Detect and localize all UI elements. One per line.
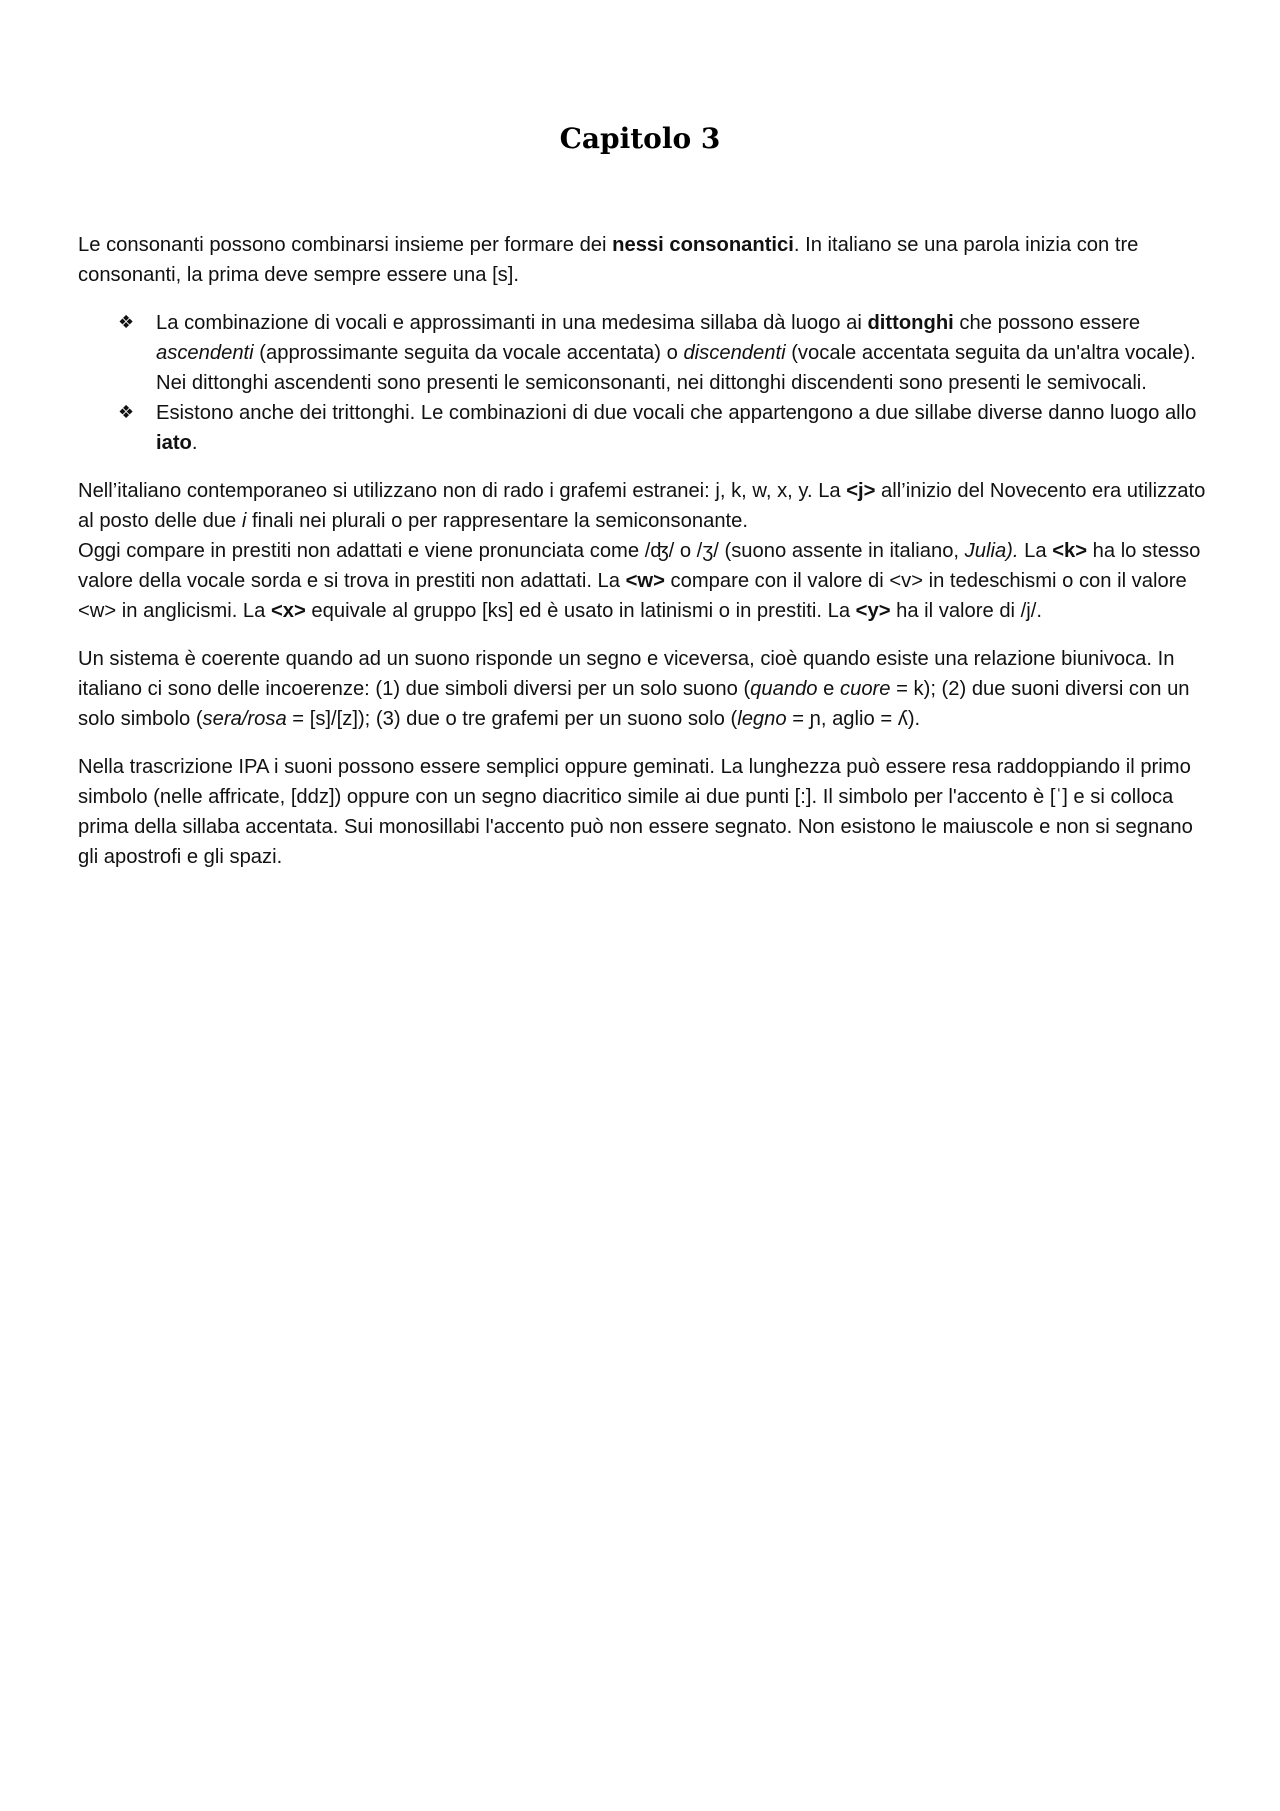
text-run: che possono essere — [953, 312, 1141, 334]
text-run: = ɲ, aglio = ʎ). — [786, 708, 921, 730]
text-run: La combinazione di vocali e approssimanti in una medesima sillaba dà luogo ai — [156, 312, 868, 334]
bold-term: iato — [156, 432, 192, 454]
paragraph-coerenza — [78, 644, 1208, 734]
text-run: finali nei plurali o per rappresentare la semiconsonante. — [246, 510, 748, 532]
text-run: . — [191, 432, 198, 454]
italic-term: i — [241, 510, 247, 532]
text-run: Un sistema è coerente quando ad un suono risponde un segno e viceversa, cioè quando esiste una relazione biunivoca. In italiano ci sono delle incoerenze: (1) due simboli diversi per un solo suono ( — [78, 648, 1175, 700]
italic-term: cuore — [840, 678, 891, 700]
italic-term: ascendenti — [156, 342, 254, 364]
bold-term: nessi consonantici — [612, 234, 794, 256]
paragraph-grafemi — [78, 476, 1208, 536]
text-run: (vocale accentata seguita da un'altra vocale). Nei dittonghi ascendenti sono presenti le semiconsonanti, nei dittonghi discendenti sono presenti le semivocali. — [156, 342, 1196, 394]
text-run: equivale al gruppo [ks] ed è usato in latinismi o in prestiti. La — [305, 600, 856, 622]
italic-term: quando — [750, 678, 818, 700]
paragraph-ipa — [78, 752, 1208, 872]
paragraph-nessi — [78, 230, 1208, 290]
text-run: all’inizio del Novecento era utilizzato al posto delle due — [78, 480, 1206, 532]
italic-term: sera/rosa — [202, 708, 287, 730]
italic-term: legno — [737, 708, 787, 730]
bold-term: <x> — [271, 600, 306, 622]
document-body — [78, 230, 1208, 890]
text-run: . In italiano se una parola inizia con tre consonanti, la prima deve sempre essere una [s]. — [78, 234, 1139, 286]
list-item — [78, 398, 1208, 458]
list-item — [78, 308, 1208, 398]
text-run: Le consonanti possono combinarsi insieme per formare dei — [78, 234, 613, 256]
bold-term: <y> — [855, 600, 891, 622]
text-run: ha il valore di /j/. — [890, 600, 1042, 622]
text-run: La — [1018, 540, 1053, 562]
diamond-bullet-icon: ❖ — [118, 312, 135, 333]
text-run: (approssimante seguita da vocale accentata) o — [253, 342, 684, 364]
bold-term: <j> — [846, 480, 876, 502]
text-run: Nella trascrizione IPA i suoni possono essere semplici oppure geminati. La lunghezza può essere resa raddoppiando il primo simbolo (nelle affricate, [ddz]) oppure con un segno diacritico simile ai due punti [:]. Il simbolo per l'accento è [ˈ] e si colloca prima della sillaba accentata. Sui monosillabi l'accento può non essere segnato. Non esistono le maiuscole e non si segnano gli apostrofi e gli spazi. — [78, 756, 1193, 868]
text-run: Oggi compare in prestiti non adattati e viene pronunciata come /ʤ/ o /ʒ/ (suono assente in italiano, — [78, 540, 965, 562]
text-run: = [s]/[z]); (3) due o tre grafemi per un suono solo ( — [286, 708, 738, 730]
text-run: Nell’italiano contemporaneo si utilizzano non di rado i grafemi estranei: j, k, w, x, y. La — [78, 480, 847, 502]
diamond-bullet-icon: ❖ — [118, 402, 135, 423]
text-run: ha lo stesso valore della vocale sorda e si trova in prestiti non adattati. La — [78, 540, 1201, 592]
bold-term: dittonghi — [867, 312, 954, 334]
bold-term: <w> — [625, 570, 665, 592]
text-run: Esistono anche dei trittonghi. Le combinazioni di due vocali che appartengono a due sillabe diverse danno luogo allo — [156, 402, 1197, 424]
bold-term: <k> — [1052, 540, 1088, 562]
paragraph-prestiti — [78, 536, 1208, 626]
italic-term: discendenti — [683, 342, 786, 364]
bullet-list — [78, 308, 1208, 458]
page-title: Capitolo 3 — [559, 122, 721, 155]
italic-term: Julia). — [964, 540, 1019, 562]
text-run: = k); (2) due suoni diversi con un solo simbolo ( — [78, 678, 1190, 730]
text-run: e — [817, 678, 840, 700]
text-run: compare con il valore di <v> in tedeschismi o con il valore <w> in anglicismi. La — [78, 570, 1187, 622]
